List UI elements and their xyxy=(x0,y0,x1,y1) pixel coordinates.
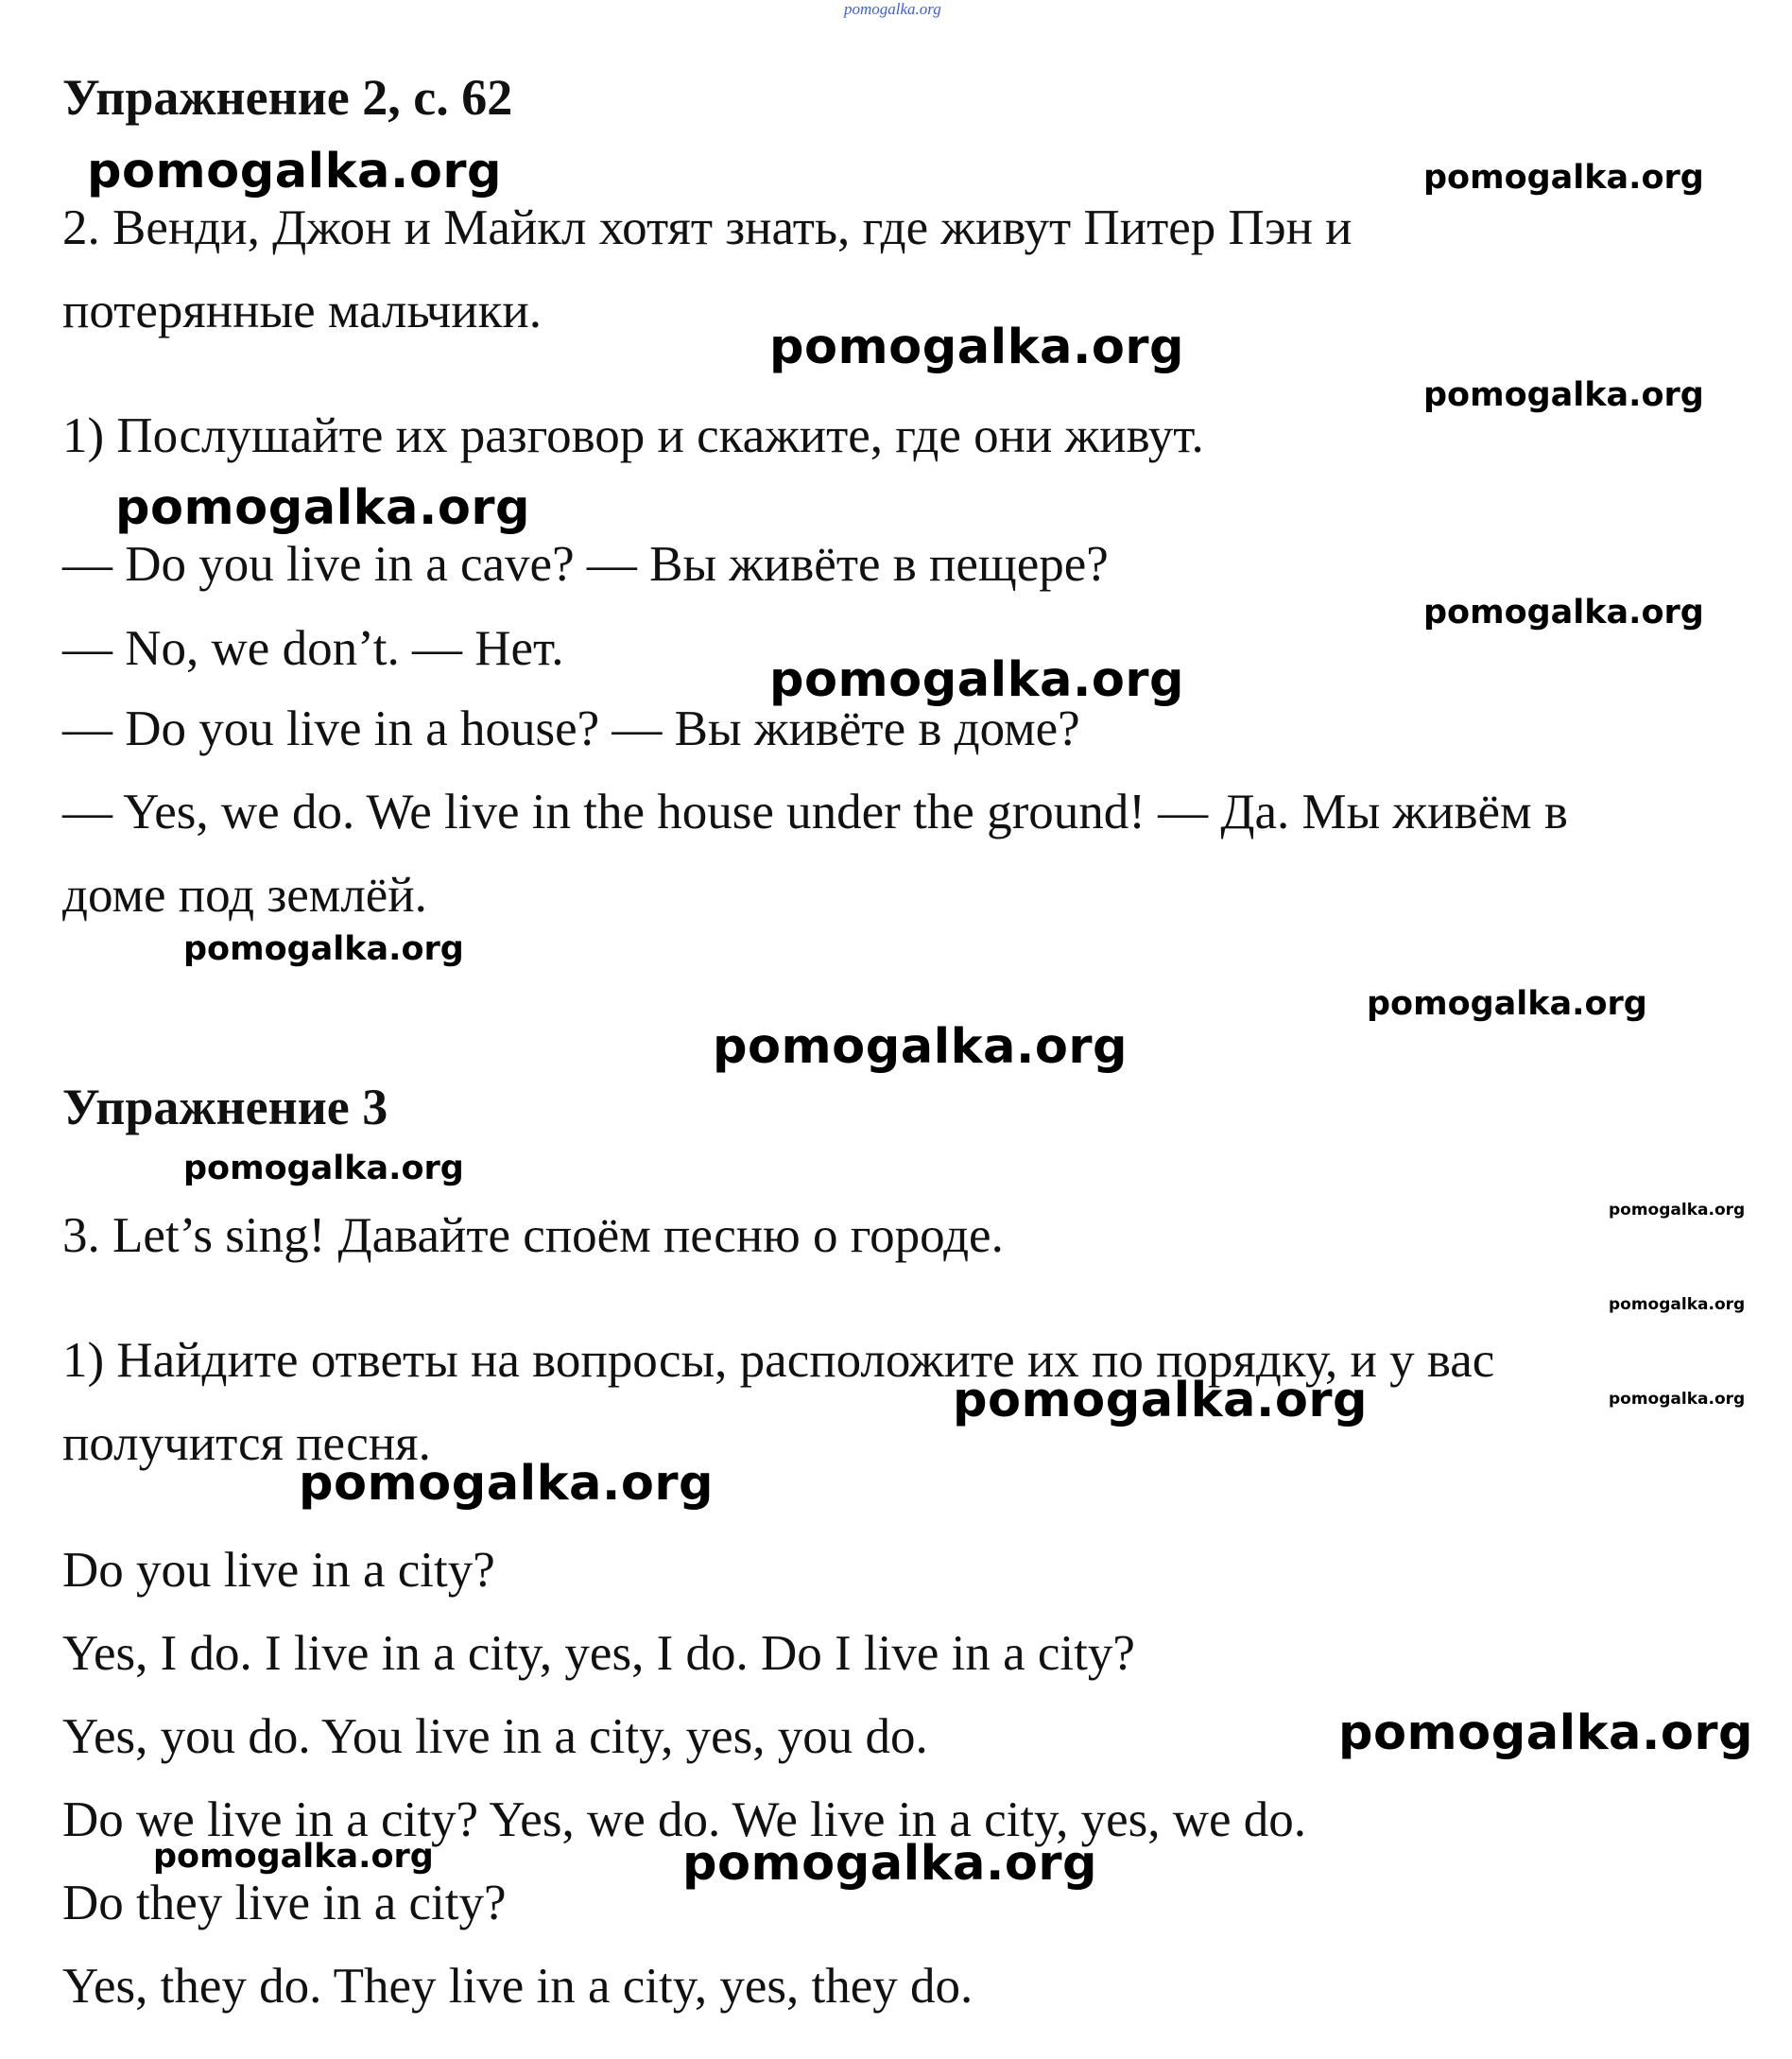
watermark: pomogalka.org xyxy=(1609,1390,1746,1409)
watermark: pomogalka.org xyxy=(87,144,503,199)
top-watermark: pomogalka.org xyxy=(844,0,941,18)
watermark: pomogalka.org xyxy=(1423,594,1704,632)
dialogue-line: — Do you live in a cave? — Вы живёте в пещере? xyxy=(62,537,1109,592)
dialogue-line: доме под землёй. xyxy=(62,868,427,923)
watermark: pomogalka.org xyxy=(769,320,1185,375)
watermark: pomogalka.org xyxy=(1423,376,1704,414)
exercise-2-intro-line-1: 2. Венди, Джон и Майкл хотят знать, где живут Питер Пэн и xyxy=(62,200,1353,255)
exercise-3-intro: 3. Let’s sing! Давайте споём песню о городе. xyxy=(62,1208,1004,1263)
song-line: Yes, you do. You live in a city, yes, you do. xyxy=(62,1709,928,1764)
exercise-2-task: 1) Послушайте их разговор и скажите, где они живут. xyxy=(62,408,1204,463)
dialogue-line: — Do you live in a house? — Вы живёте в доме? xyxy=(62,701,1080,756)
exercise-3-task-line-2: получится песня. xyxy=(62,1416,431,1471)
watermark: pomogalka.org xyxy=(1609,1295,1746,1314)
exercise-2-intro-line-2: потерянные мальчики. xyxy=(62,284,542,338)
watermark: pomogalka.org xyxy=(1423,159,1704,197)
watermark: pomogalka.org xyxy=(183,1150,464,1187)
watermark: pomogalka.org xyxy=(713,1019,1129,1075)
watermark: pomogalka.org xyxy=(115,480,531,536)
watermark: pomogalka.org xyxy=(153,1838,434,1876)
watermark: pomogalka.org xyxy=(299,1456,715,1512)
watermark: pomogalka.org xyxy=(1609,1201,1746,1220)
watermark: pomogalka.org xyxy=(1367,985,1647,1023)
watermark: pomogalka.org xyxy=(769,652,1185,708)
exercise-3-task-line-1: 1) Найдите ответы на вопросы, расположите их по порядку, и у вас xyxy=(62,1333,1495,1388)
song-line: Do they live in a city? xyxy=(62,1876,507,1930)
watermark: pomogalka.org xyxy=(682,1836,1098,1892)
watermark: pomogalka.org xyxy=(953,1373,1369,1428)
song-line: Do you live in a city? xyxy=(62,1543,495,1598)
song-line: Do we live in a city? Yes, we do. We live in a city, yes, we do. xyxy=(62,1792,1307,1847)
exercise-2-heading: Упражнение 2, с. 62 xyxy=(62,69,513,126)
watermark: pomogalka.org xyxy=(1338,1705,1754,1761)
exercise-3-heading: Упражнение 3 xyxy=(62,1079,388,1135)
watermark: pomogalka.org xyxy=(183,930,464,968)
dialogue-line: — No, we don’t. — Нет. xyxy=(62,621,564,676)
dialogue-line: — Yes, we do. We live in the house under the ground! — Да. Мы живём в xyxy=(62,785,1568,839)
song-line: Yes, they do. They live in a city, yes, they do. xyxy=(62,1959,974,2014)
song-line: Yes, I do. I live in a city, yes, I do. Do I live in a city? xyxy=(62,1626,1135,1681)
